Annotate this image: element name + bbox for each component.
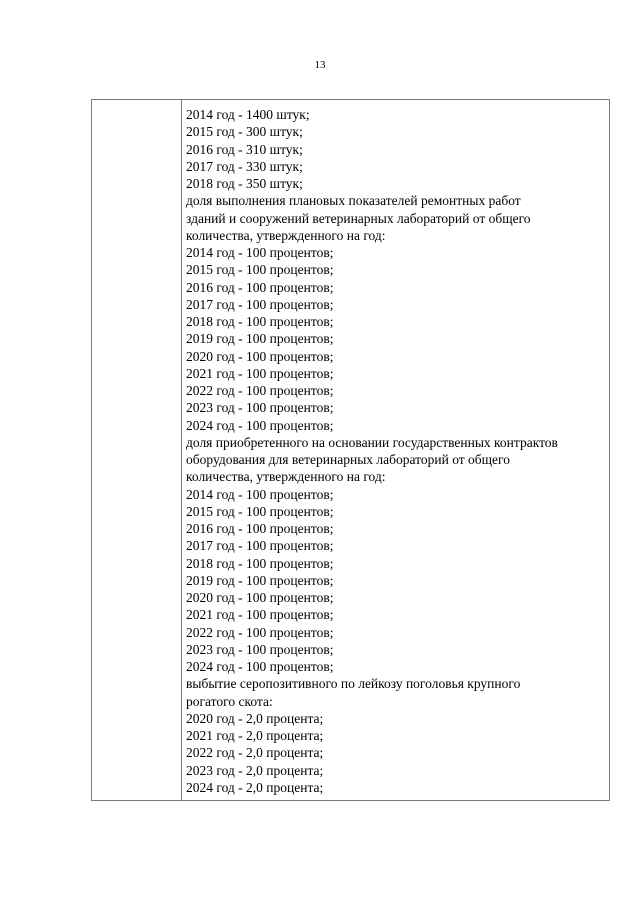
text-line: 2017 год - 100 процентов;: [186, 538, 334, 554]
text-line: 2015 год - 100 процентов;: [186, 262, 334, 278]
text-line: 2021 год - 2,0 процента;: [186, 728, 324, 743]
table-right-cell: [186, 106, 607, 796]
text-line: 2023 год - 2,0 процента;: [186, 762, 324, 778]
text-line: 2018 год - 100 процентов;: [186, 555, 334, 571]
text-line: количества, утвержденного на год:: [186, 469, 386, 485]
text-line: 2017 год - 330 штук;: [186, 158, 303, 174]
text-line: 2018 год - 100 процентов;: [186, 314, 334, 329]
text-line: 2018 год - 350 штук;: [186, 176, 303, 191]
text-line: 2021 год - 100 процентов;: [186, 365, 334, 381]
page-number: 13: [314, 59, 326, 71]
text-line: 2024 год - 100 процентов;: [186, 417, 334, 433]
text-line: 2022 год - 100 процентов;: [186, 624, 334, 640]
text-line: 2017 год - 100 процентов;: [186, 296, 334, 312]
text-line: 2024 год - 2,0 процента;: [186, 779, 324, 795]
table-column-divider: [181, 100, 182, 800]
text-line: 2022 год - 2,0 процента;: [186, 745, 324, 761]
text-line: выбытие серопозитивного по лейкозу поголовья крупного: [186, 676, 521, 692]
text-line: количества, утвержденного на год:: [186, 227, 386, 243]
text-line: 2014 год - 1400 штук;: [186, 107, 310, 122]
text-line: 2020 год - 2,0 процента;: [186, 710, 324, 726]
text-line: 2016 год - 310 штук;: [186, 141, 303, 157]
text-line: 2020 год - 100 процентов;: [186, 590, 334, 605]
table-left-cell: [92, 100, 181, 800]
text-line: 2023 год - 100 процентов;: [186, 641, 334, 657]
text-line: 2020 год - 100 процентов;: [186, 348, 334, 364]
text-line: оборудования для ветеринарных лабораторий от общего: [186, 452, 510, 467]
text-line: доля приобретенного на основании государственных контрактов: [186, 434, 558, 450]
text-line: 2015 год - 100 процентов;: [186, 503, 334, 519]
text-line: 2014 год - 100 процентов;: [186, 245, 334, 260]
text-line: 2016 год - 100 процентов;: [186, 521, 334, 536]
text-line: рогатого скота:: [186, 693, 273, 709]
text-line: 2019 год - 100 процентов;: [186, 572, 334, 588]
text-line: 2023 год - 100 процентов;: [186, 400, 334, 416]
text-line: 2015 год - 300 штук;: [186, 124, 303, 140]
text-line: 2019 год - 100 процентов;: [186, 331, 334, 347]
document-table: [91, 99, 610, 801]
text-line: 2016 год - 100 процентов;: [186, 279, 334, 295]
text-line: доля выполнения плановых показателей ремонтных работ: [186, 193, 521, 209]
text-line: 2021 год - 100 процентов;: [186, 607, 334, 623]
text-line: зданий и сооружений ветеринарных лабораторий от общего: [186, 210, 531, 226]
text-line: 2024 год - 100 процентов;: [186, 659, 334, 674]
text-line: 2022 год - 100 процентов;: [186, 383, 334, 398]
text-line: 2014 год - 100 процентов;: [186, 486, 334, 502]
